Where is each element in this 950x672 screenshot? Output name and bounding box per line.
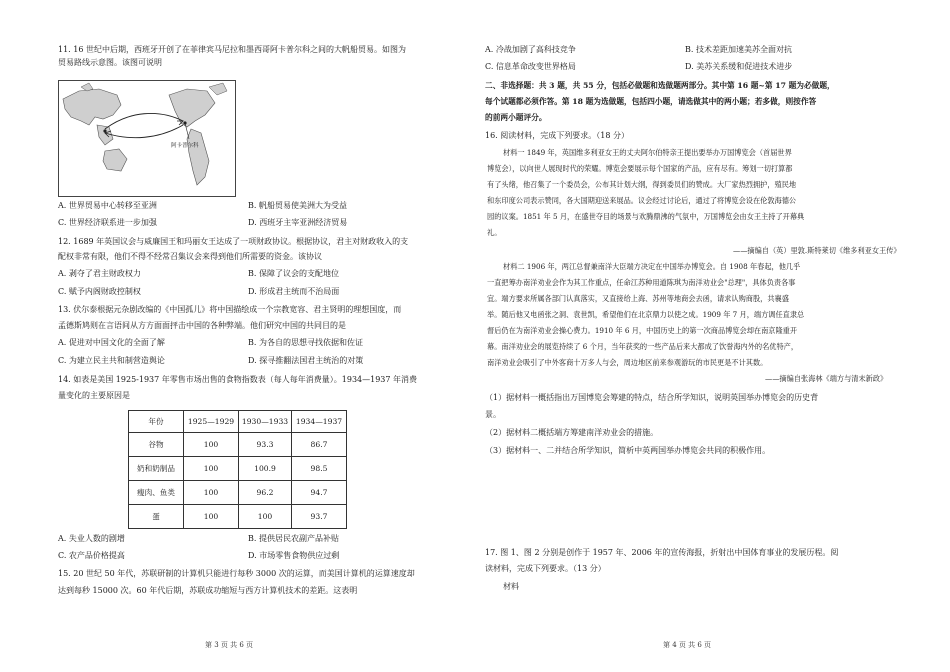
- table-cell: 96.2: [239, 481, 292, 505]
- q11-option-b: B. 帆船贸易使美洲大为受益: [248, 201, 347, 210]
- q14-stem-line2: 量变化的主要原因是: [58, 391, 130, 400]
- q16-requirement-1b: 景。: [485, 410, 501, 419]
- q11-option-a: A. 世界贸易中心转移至亚洲: [58, 201, 157, 210]
- table-row: [129, 505, 347, 529]
- q12-option-d: D. 形成君主统而不治局面: [248, 287, 340, 296]
- trade-route-map: [58, 80, 236, 197]
- world-map-image: [59, 81, 235, 196]
- q16-requirement-1a: （1）据材料一概括指出万国博览会筹建的特点，结合所学知识，说明英国举办博览会的历史背: [485, 393, 819, 402]
- q11-option-c: C. 世界经济联系进一步加强: [58, 218, 157, 227]
- table-row: [129, 433, 347, 457]
- q12-option-b: B. 保障了议会的支配地位: [248, 269, 339, 278]
- table-cell: 100: [184, 457, 239, 481]
- q12-stem-line2: 配权非常有限，他们不得不经常召集议会来得到他们所需要的资金。该协议: [58, 252, 322, 261]
- table-cell: 奶和奶制品: [129, 457, 184, 481]
- q13-option-b: B. 为各自的思想寻找依据和佐证: [248, 338, 363, 347]
- q16-requirement-2: （2）据材料二概括端方筹建南洋劝业会的措施。: [485, 428, 659, 437]
- q16-material1-line: 礼。: [487, 228, 502, 237]
- q14-option-a: A. 失业人数的剧增: [58, 534, 125, 543]
- q17-material-label: 材料: [503, 582, 519, 591]
- page-footer: 第 4 页 共 6 页: [663, 641, 712, 649]
- table-cell: 94.7: [292, 481, 347, 505]
- q11-stem-line1: 11. 16 世纪中后期，西班牙开创了在菲律宾马尼拉和墨西哥阿卡普尔科之间的大帆船贸易。如图为: [58, 45, 406, 54]
- table-cell: 93.7: [292, 505, 347, 529]
- q16-material1-line: 材料一 1849 年，英国维多利亚女王的丈夫阿尔伯特亲王提出要举办万国博览会（首届世界: [503, 148, 792, 157]
- table-header-cell: 1930—1933: [239, 411, 292, 433]
- q17-stem-line1: 17. 图 1、图 2 分别是创作于 1957 年、2006 年的宣传海报，折射出中国体育事业的发展历程。阅: [485, 548, 839, 557]
- q16-material2-line: 一直把筹办南洋劝业会作为其工作重点，任命江苏种用道陈琪为南洋劝业会"总理"，具体负责各事: [487, 278, 796, 287]
- q13-option-d: D. 探寻推翻法国君主统治的对策: [248, 356, 364, 365]
- table-header-cell: 1925—1929: [184, 411, 239, 433]
- table-cell: 100: [239, 505, 292, 529]
- section2-heading-line2: 每个试题都必须作答。第 18 题为选做题，包括四小题，请选做其中的两小题；若多做，则按作答: [485, 97, 817, 106]
- q12-stem-line1: 12. 1689 年英国议会与威廉国王和玛丽女王达成了一项财政协议。根据协议，君主对财政收入的支: [58, 237, 409, 246]
- q12-option-a: A. 剥夺了君主财政权力: [58, 269, 141, 278]
- table-cell: 蛋: [129, 505, 184, 529]
- q16-material2-line: 举。随后他又电函张之洞、袁世凯，希望他们在北京鼎力以使之成。1909 年 7 月，端方调任直隶总: [487, 310, 805, 319]
- map-label-acapulco: 阿卡普尔科: [171, 143, 199, 149]
- q16-material2-line: 督后仍在为南洋劝业会操心费力。1910 年 6 月，中国历史上的第一次商品博览会却在南京隆重开: [487, 326, 798, 335]
- page-footer: 第 3 页 共 6 页: [205, 641, 254, 649]
- q16-material1-line: 有了头绪，他召集了一个委员会，公布其计划大纲，得到委员们的赞成。大厂家热烈拥护，殖民地: [487, 180, 797, 189]
- q15-option-d: D. 美苏关系缓和促进技术进步: [685, 62, 793, 71]
- table-header-cell: 年份: [129, 411, 184, 433]
- table-cell: 86.7: [292, 433, 347, 457]
- q12-option-c: C. 赋予内阁财政控制权: [58, 287, 141, 296]
- q16-requirement-3: （3）据材料一、二并结合所学知识，简析中英两国举办博览会共同的积极作用。: [485, 446, 771, 455]
- q16-material2-line: 宜。端方要求所属各部门认真落实，又直接给上海、苏州等地商会去函，请求认购商股，共襄盛: [487, 294, 789, 303]
- table-cell: 93.3: [239, 433, 292, 457]
- table-cell: 谷物: [129, 433, 184, 457]
- table-cell: 瘦肉、鱼类: [129, 481, 184, 505]
- q15-option-a: A. 冷战加剧了高科技竞争: [485, 45, 576, 54]
- q11-stem-line2: 贸易路线示意图。该图可说明: [58, 58, 162, 67]
- q15-option-c: C. 信息革命改变世界格局: [485, 62, 576, 71]
- q13-stem-line1: 13. 伏尔泰根据元杂剧改编的《中国孤儿》将中国描绘成一个宗教宽容、君主贤明的理想国度，而: [58, 305, 402, 314]
- table-row: [129, 457, 347, 481]
- q16-material2-source: ——摘编自张海林《端方与清末新政》: [765, 374, 888, 383]
- q16-material1-line: 和东印度公司表示赞同，各大国期迎送来展品。议会经过讨论后，通过了将博览会设在伦敦海德公: [487, 196, 797, 205]
- q16-material1-line: 博览会），以向世人展现时代的荣耀。博览会要展示每个国家的产品，应有尽有。筹划一切打算都: [487, 164, 793, 173]
- table-row: [129, 481, 347, 505]
- q13-option-a: A. 促进对中国文化的全面了解: [58, 338, 165, 347]
- table-cell: 100: [184, 505, 239, 529]
- q16-material2-line: 材料二 1906 年，两江总督兼南洋大臣端方决定在中国举办博览会。自 1908 年春起，他几乎: [503, 262, 801, 271]
- section2-heading-line1: 二、非选择题：共 3 题，共 55 分，包括必做题和选做题两部分。其中第 16 题~第 17 题为必做题，: [485, 81, 835, 90]
- right-page: [475, 0, 950, 672]
- q16-material2-line: 幕。南洋劝业会的展览持续了 6 个月，当年获奖的一些产品后来大都成了饮誉海内外的名优特产，: [487, 342, 799, 351]
- q13-option-c: C. 为建立民主共和制营造舆论: [58, 356, 165, 365]
- food-index-table: [128, 410, 347, 529]
- q14-option-b: B. 提供居民农副产品补贴: [248, 534, 339, 543]
- section2-heading-line3: 的前两小题评分。: [485, 113, 547, 122]
- table-cell: 100: [184, 433, 239, 457]
- q16-stem: 16. 阅读材料，完成下列要求。（18 分）: [485, 131, 629, 140]
- q14-option-c: C. 农产品价格提高: [58, 551, 125, 560]
- q16-material2-line: 南洋劝业会吸引了中外客商十万多人与会，周边地区前来参观游玩的市民更是不计其数。: [487, 358, 768, 367]
- q16-material1-source: ——摘编自（英）里敦.斯特莱切《维多利亚女王传》: [733, 246, 901, 255]
- q17-stem-line2: 读材料，完成下列要求。（13 分）: [485, 564, 606, 573]
- table-cell: 100: [184, 481, 239, 505]
- q14-option-d: D. 市场零售食物供应过剩: [248, 551, 340, 560]
- q13-stem-line2: 孟德斯鸠则在言语间从方方面面抨击中国的各种弊端。他们研究中国的共同目的是: [58, 321, 346, 330]
- q16-material1-line: 园的议案。1851 年 5 月，在盛世夺目的场景与欢腾鼎沸的气氛中，万国博览会由女王主持了开幕典: [487, 212, 805, 221]
- q15-option-b: B. 技术差距加速美苏全面对抗: [685, 45, 792, 54]
- q15-stem-line1: 15. 20 世纪 50 年代，苏联研制的计算机只能进行每秒 3000 次的运算，而美国计算机的运算速度却: [58, 569, 415, 578]
- table-header-cell: 1934—1937: [292, 411, 347, 433]
- table-header-row: [129, 411, 347, 433]
- q14-stem-line1: 14. 如表是美国 1925-1937 年零售市场出售的食物指数表（每人每年消费量）。1934—1937 年消费: [58, 375, 418, 384]
- q11-option-d: D. 西班牙主宰亚洲经济贸易: [248, 218, 348, 227]
- table-cell: 98.5: [292, 457, 347, 481]
- q15-stem-line2: 达到每秒 15000 次。60 年代后期，苏联成功缩短与西方计算机技术的差距。这表明: [58, 586, 358, 595]
- table-cell: 100.9: [239, 457, 292, 481]
